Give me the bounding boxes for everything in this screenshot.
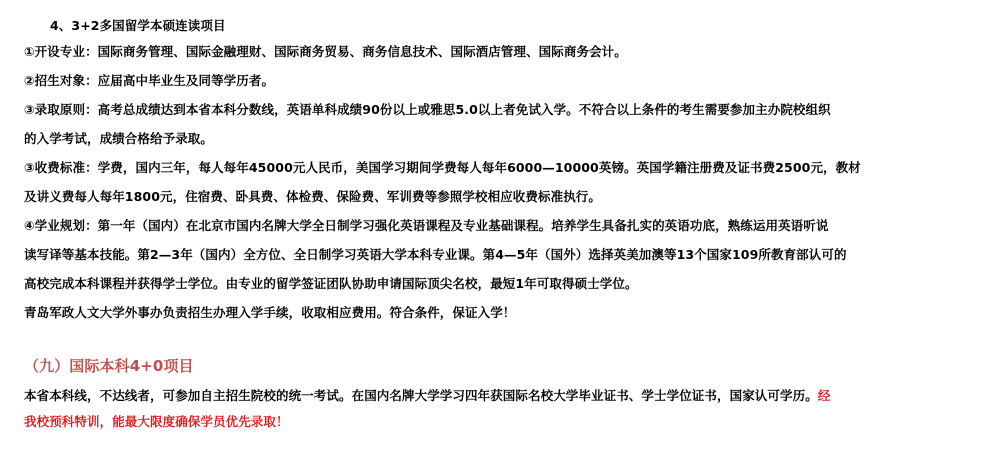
section-heading-international-bachelor: （九）国际本科4+0项目	[24, 357, 194, 375]
paragraph-fees-1: ③收费标准：学费，国内三年，每人每年45000元人民币，美国学习期间学费每人每年6000—10000英镑。英国学籍注册费及证书费2500元，教材	[24, 160, 861, 175]
highlight-text: 经	[817, 388, 831, 403]
paragraph-study-plan-2: 读写译等基本技能。第2—3年（国内）全方位、全日制学习英语大学本科专业课。第4—5年（国外）选择英美加澳等13个国家109所教育部认可的	[24, 247, 847, 262]
section-title: 4、3+2多国留学本硕连读项目	[50, 18, 226, 33]
paragraph-study-plan-1: ④学业规划：第一年（国内）在北京市国内名牌大学全日制学习强化英语课程及专业基础课程。培养学生具备扎实的英语功底，熟练运用英语听说	[24, 218, 829, 233]
paragraph-international-bachelor-1	[24, 388, 830, 404]
paragraph-fees-2: 及讲义费每人每年1800元，住宿费、卧具费、体检费、保险费、军训费等参照学校相应收费标准执行。	[24, 189, 601, 204]
paragraph-admission-principle-2: 的入学考试，成绩合格给予录取。	[24, 131, 214, 146]
paragraph-enrollment-office: 青岛军政人文大学外事办负责招生办理入学手续，收取相应费用。符合条件，保证入学！	[24, 305, 516, 320]
paragraph-international-bachelor-2: 我校预科特训，能最大限度确保学员优先录取！	[24, 414, 289, 429]
paragraph-majors: ①开设专业：国际商务管理、国际金融理财、国际商务贸易、商务信息技术、国际酒店管理、国际商务会计。	[24, 44, 627, 59]
paragraph-admission-target: ②招生对象：应届高中毕业生及同等学历者。	[24, 73, 275, 88]
paragraph-admission-principle-1: ③录取原则：高考总成绩达到本省本科分数线，英语单科成绩90份以上或雅思5.0以上者免试入学。不符合以上条件的考生需要参加主办院校组织	[24, 102, 831, 117]
paragraph-text: 本省本科线，不达线者，可参加自主招生院校的统一考试。在国内名牌大学学习四年获国际名校大学毕业证书、学士学位证书，国家认可学历。	[24, 388, 818, 403]
paragraph-study-plan-3: 高校完成本科课程并获得学士学位。由专业的留学签证团队协助申请国际顶尖名校，最短1年可取得硕士学位。	[24, 276, 638, 291]
